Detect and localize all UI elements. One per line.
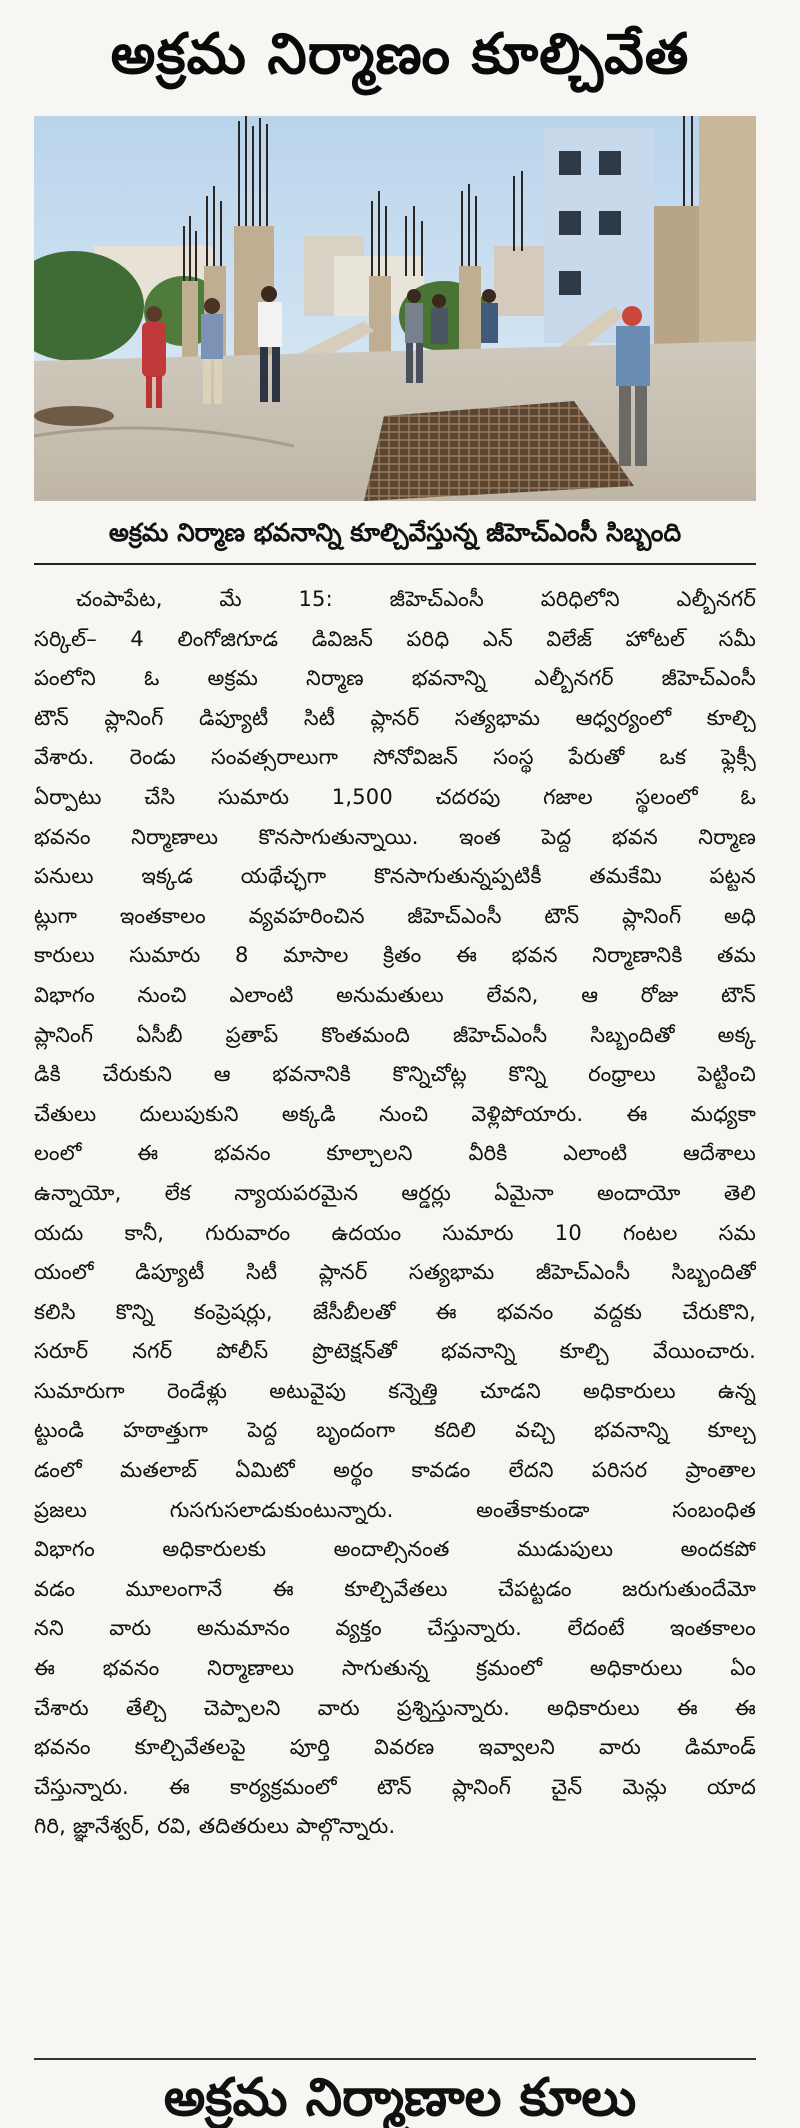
article-body: [34, 580, 756, 1847]
article-line: డంలో మతలాబ్ ఏమిటో అర్థం కావడం లేదని పరిసర ప్రాంతాల: [34, 1458, 756, 1483]
article-line: చేశారు తేల్చి చెప్పాలని వారు ప్రశ్నిస్తున్నారు. అధికారులు ఈ ఈ: [34, 1695, 756, 1720]
photo-caption: అక్రమ నిర్మాణ భవనాన్ని కూల్చివేస్తున్న జీహెచ్ఎంసీ సిబ్బంది: [108, 518, 682, 547]
article-line: సుమారుగా రెండేళ్లు అటువైపు కన్నెత్తి చూడని అధికారులు ఉన్న: [34, 1378, 756, 1403]
article-end-divider: [34, 2058, 756, 2060]
article-line: పంలోని ఓ అక్రమ నిర్మాణ భవనాన్ని ఎల్బీనగర్ జీహెచ్ఎంసీ: [34, 666, 756, 691]
article-line: కలిసి కొన్ని కంప్రెషర్లు, జేసీబీలతో ఈ భవనం వద్దకు చేరుకొని,: [34, 1299, 756, 1324]
demolition-photo-illustration: [34, 116, 756, 501]
article-line: విభాగం అధికారులకు అందాల్సినంత ముడుపులు అందకపో: [34, 1537, 756, 1562]
article-line: చేతులు దులుపుకుని అక్కడి నుంచి వెళ్లిపోయారు. ఈ మధ్యకా: [34, 1101, 756, 1126]
article-line: గిరి, జ్ఞానేశ్వర్, రవి, తదితరులు పాల్గొన్నారు.: [34, 1814, 396, 1839]
article-line: యంలో డిప్యూటీ సిటీ ప్లానర్ సత్యభామ జీహెచ్ఎంసీ సిబ్బందితో: [34, 1260, 756, 1285]
article-line: ట్లుగా ఇంతకాలం వ్యవహరించిన జీహెచ్ఎంసీ టౌన్ ప్లానింగ్ అధి: [34, 903, 756, 928]
article-line: చేస్తున్నారు. ఈ కార్యక్రమంలో టౌన్ ప్లానింగ్ చైన్ మెన్లు యాద: [34, 1774, 756, 1799]
article-line: టౌన్ ప్లానింగ్ డిప్యూటీ సిటీ ప్లానర్ సత్యభామ ఆధ్వర్యంలో కూల్చి: [34, 705, 756, 730]
article-line: సరూర్ నగర్ పోలీస్ ప్రొటెక్షన్‌తో భవనాన్ని కూల్చి వేయించారు.: [34, 1339, 756, 1364]
article-line: యదు కానీ, గురువారం ఉదయం సుమారు 10 గంటల సమ: [34, 1220, 756, 1245]
article-line: చంపాపేట, మే 15: జీహెచ్ఎంసీ పరిధిలోని ఎల్బీనగర్: [76, 587, 756, 611]
article-line: పనులు ఇక్కడ యథేచ్ఛగా కొనసాగుతున్నప్పటికీ తమకేమి పట్టన: [34, 864, 756, 889]
article-line: ప్రజలు గుసగుసలాడుకుంటున్నారు. అంతేకాకుండా సంబంధిత: [34, 1497, 756, 1522]
article-line: వడం మూలంగానే ఈ కూల్చివేతలు చేపట్టడం జరుగుతుందేమో: [34, 1576, 756, 1601]
article-line: లంలో ఈ భవనం కూల్చాలని వీరికి ఎలాంటి ఆదేశాలు: [34, 1141, 756, 1166]
article-line: సర్కిల్– 4 లింగోజిగూడ డివిజన్ పరిధి ఎన్ విలేజ్ హోటల్ సమీ: [34, 626, 756, 651]
next-article-headline: అక్రమ నిర్మాణాల కూలు: [163, 2068, 637, 2128]
article-line: ఉన్నాయో, లేక న్యాయపరమైన ఆర్డర్లు ఏమైనా అందాయో తెలి: [34, 1180, 756, 1205]
article-line: వేశారు. రెండు సంవత్సరాలుగా సోనోవిజన్ సంస్థ పేరుతో ఒక ఫ్లెక్సీ: [34, 745, 756, 770]
article-headline: అక్రమ నిర్మాణం కూల్చివేత: [110, 22, 690, 87]
article-line: విభాగం నుంచి ఎలాంటి అనుమతులు లేవని, ఆ రోజు టౌన్: [34, 982, 756, 1007]
article-line: ఈ భవనం నిర్మాణాలు సాగుతున్న క్రమంలో అధికారులు ఏం: [34, 1656, 756, 1681]
article-line: కారులు సుమారు 8 మాసాల క్రితం ఈ భవన నిర్మాణానికి తమ: [34, 943, 756, 968]
article-line: భవనం కూల్చివేతలపై పూర్తి వివరణ ఇవ్వాలని వారు డిమాండ్: [34, 1735, 756, 1760]
article-line: ట్టుండి హఠాత్తుగా పెద్ద బృందంగా కదిలి వచ్చి భవనాన్ని కూల్చ: [34, 1418, 756, 1443]
article-line: ప్లానింగ్ ఏసీబీ ప్రతాప్ కొంతమంది జీహెచ్ఎంసీ సిబ్బందితో అక్క: [34, 1022, 756, 1047]
article-line: భవనం నిర్మాణాలు కొనసాగుతున్నాయి. ఇంత పెద్ద భవన నిర్మాణ: [34, 824, 756, 849]
demolition-photo: [34, 116, 756, 501]
article-line: ఏర్పాటు చేసి సుమారు 1,500 చదరపు గజాల స్థలంలో ఓ: [34, 784, 756, 809]
caption-divider: [34, 563, 756, 565]
article-line: నని వారు అనుమానం వ్యక్తం చేస్తున్నారు. లేదంటే ఇంతకాలం: [34, 1616, 756, 1641]
article-line: డికి చేరుకుని ఆ భవనానికి కొన్నిచోట్ల కొన్ని రంధ్రాలు పెట్టించి: [34, 1062, 756, 1087]
